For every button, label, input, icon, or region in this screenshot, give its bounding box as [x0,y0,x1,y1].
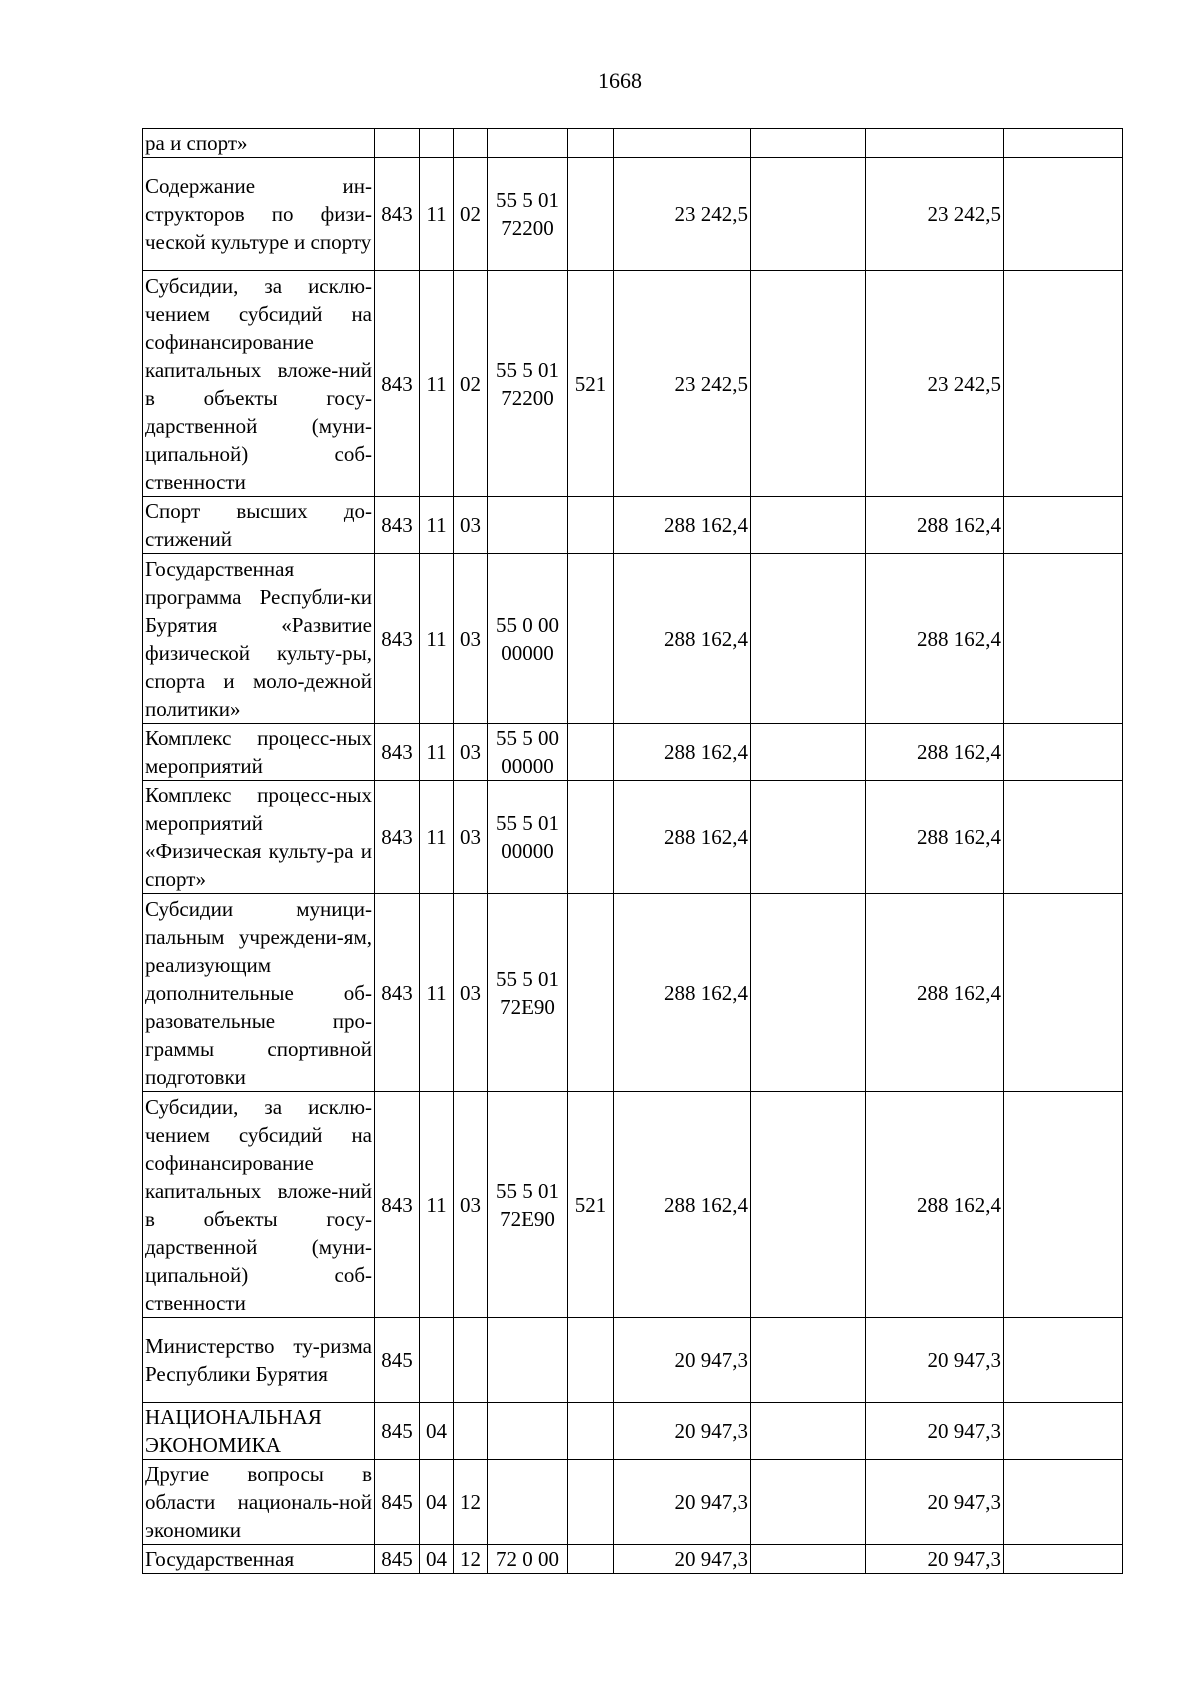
row-grbs-cell: 845 [375,1545,420,1574]
row-subsection-cell: 02 [454,158,488,271]
row-sum-cell [751,894,866,1092]
row-target-article-cell: 55 5 01 72E90 [488,1092,568,1318]
row-section-cell [420,1318,454,1403]
row-section-cell: 11 [420,158,454,271]
row-grbs-cell: 843 [375,724,420,781]
row-grbs-cell: 843 [375,271,420,497]
row-grbs-cell: 843 [375,894,420,1092]
row-grbs-cell: 845 [375,1460,420,1545]
row-grbs-cell: 845 [375,1403,420,1460]
row-section-cell [420,129,454,158]
row-sum-cell: 288 162,4 [614,497,751,554]
budget-table [142,128,1123,1574]
row-grbs-cell: 843 [375,554,420,724]
table-row [143,1403,1123,1460]
row-sum-cell [751,129,866,158]
table-row [143,781,1123,894]
row-sum-cell: 288 162,4 [866,497,1004,554]
row-section-cell: 04 [420,1545,454,1574]
row-section-cell: 04 [420,1460,454,1545]
row-sum-cell: 288 162,4 [614,554,751,724]
row-sum-cell: 288 162,4 [866,894,1004,1092]
row-name-cell: Министерство ту-ризма Республики Бурятия [143,1318,375,1403]
row-sum-cell [751,1318,866,1403]
row-sum-cell [1004,497,1123,554]
row-grbs-cell: 845 [375,1318,420,1403]
row-expense-type-cell [568,129,614,158]
row-section-cell: 11 [420,1092,454,1318]
row-sum-cell [751,1403,866,1460]
row-expense-type-cell [568,781,614,894]
row-target-article-cell: 55 5 01 72200 [488,271,568,497]
row-sum-cell: 20 947,3 [614,1460,751,1545]
row-expense-type-cell [568,1545,614,1574]
row-target-article-cell: 72 0 00 [488,1545,568,1574]
row-expense-type-cell [568,1403,614,1460]
table-row [143,271,1123,497]
row-expense-type-cell [568,724,614,781]
row-sum-cell [1004,1460,1123,1545]
row-sum-cell [751,271,866,497]
row-sum-cell: 288 162,4 [614,724,751,781]
row-target-article-cell: 55 5 00 00000 [488,724,568,781]
row-expense-type-cell [568,894,614,1092]
row-sum-cell [1004,1092,1123,1318]
row-subsection-cell [454,129,488,158]
row-sum-cell: 23 242,5 [614,271,751,497]
row-sum-cell [1004,1403,1123,1460]
row-expense-type-cell [568,1460,614,1545]
row-sum-cell: 20 947,3 [614,1318,751,1403]
row-expense-type-cell: 521 [568,271,614,497]
row-subsection-cell: 03 [454,497,488,554]
row-name-cell: Комплекс процесс-ных мероприятий «Физическая культу-ра и спорт» [143,781,375,894]
row-sum-cell: 288 162,4 [614,894,751,1092]
row-sum-cell [1004,781,1123,894]
row-sum-cell [1004,129,1123,158]
row-section-cell: 11 [420,497,454,554]
row-expense-type-cell [568,554,614,724]
row-target-article-cell: 55 5 01 72E90 [488,894,568,1092]
row-sum-cell [751,158,866,271]
row-expense-type-cell [568,497,614,554]
row-grbs-cell [375,129,420,158]
table-row [143,1318,1123,1403]
table-row [143,129,1123,158]
row-sum-cell: 288 162,4 [866,781,1004,894]
row-target-article-cell: 55 5 01 72200 [488,158,568,271]
row-grbs-cell: 843 [375,1092,420,1318]
row-section-cell: 11 [420,271,454,497]
row-sum-cell: 20 947,3 [866,1318,1004,1403]
row-name-cell: НАЦИОНАЛЬНАЯ ЭКОНОМИКА [143,1403,375,1460]
row-expense-type-cell [568,158,614,271]
row-sum-cell: 20 947,3 [866,1460,1004,1545]
table-row [143,554,1123,724]
row-sum-cell [1004,158,1123,271]
table-row [143,497,1123,554]
row-subsection-cell: 03 [454,894,488,1092]
row-sum-cell [1004,1545,1123,1574]
row-sum-cell [1004,554,1123,724]
row-sum-cell: 23 242,5 [614,158,751,271]
row-expense-type-cell: 521 [568,1092,614,1318]
row-subsection-cell: 12 [454,1460,488,1545]
row-target-article-cell [488,1460,568,1545]
row-name-cell: Государственная [143,1545,375,1574]
row-subsection-cell: 12 [454,1545,488,1574]
page-number: 1668 [598,68,642,93]
row-section-cell: 11 [420,554,454,724]
row-target-article-cell [488,1403,568,1460]
row-sum-cell: 288 162,4 [866,724,1004,781]
row-section-cell: 11 [420,724,454,781]
table-row [143,1545,1123,1574]
row-name-cell: Государственная программа Республи-ки Бурятия «Развитие физической культу-ры, спорта и моло-дежной политики» [143,554,375,724]
table-row [143,1460,1123,1545]
row-name-cell: Субсидии, за исклю-чением субсидий на софинансирование капитальных вложе-ний в объекты госу-дарственной (муни-ципальной) соб-ственности [143,271,375,497]
row-name-cell: Спорт высших до-стижений [143,497,375,554]
row-target-article-cell [488,497,568,554]
row-sum-cell [614,129,751,158]
row-sum-cell [751,554,866,724]
row-name-cell: Субсидии муници-пальным учреждени-ям, реализующим дополнительные об-разовательные про-граммы спортивной подготовки [143,894,375,1092]
row-sum-cell [1004,724,1123,781]
row-subsection-cell [454,1403,488,1460]
row-sum-cell [751,1092,866,1318]
row-sum-cell: 23 242,5 [866,158,1004,271]
row-section-cell: 11 [420,894,454,1092]
row-sum-cell: 20 947,3 [614,1545,751,1574]
table-row [143,158,1123,271]
row-sum-cell: 288 162,4 [614,1092,751,1318]
row-sum-cell [751,497,866,554]
row-subsection-cell: 03 [454,724,488,781]
row-name-cell: Другие вопросы в области националь-ной экономики [143,1460,375,1545]
row-sum-cell [751,1545,866,1574]
row-subsection-cell [454,1318,488,1403]
row-sum-cell [866,129,1004,158]
row-name-cell: Субсидии, за исклю-чением субсидий на софинансирование капитальных вложе-ний в объекты госу-дарственной (муни-ципальной) соб-ственности [143,1092,375,1318]
row-grbs-cell: 843 [375,781,420,894]
row-subsection-cell: 03 [454,1092,488,1318]
row-name-cell: ра и спорт» [143,129,375,158]
row-sum-cell: 20 947,3 [866,1545,1004,1574]
row-sum-cell: 20 947,3 [866,1403,1004,1460]
row-subsection-cell: 02 [454,271,488,497]
row-target-article-cell [488,129,568,158]
row-name-cell: Комплекс процесс-ных мероприятий [143,724,375,781]
row-sum-cell [1004,894,1123,1092]
row-subsection-cell: 03 [454,781,488,894]
row-sum-cell [751,781,866,894]
table-row [143,1092,1123,1318]
table-row [143,894,1123,1092]
table-row [143,724,1123,781]
row-name-cell: Содержание ин-структоров по физи-ческой культуре и спорту [143,158,375,271]
row-sum-cell [751,1460,866,1545]
row-section-cell: 11 [420,781,454,894]
row-subsection-cell: 03 [454,554,488,724]
row-sum-cell: 288 162,4 [866,554,1004,724]
row-sum-cell [751,724,866,781]
row-target-article-cell: 55 5 01 00000 [488,781,568,894]
row-grbs-cell: 843 [375,497,420,554]
row-grbs-cell: 843 [375,158,420,271]
row-sum-cell [1004,1318,1123,1403]
row-target-article-cell: 55 0 00 00000 [488,554,568,724]
row-sum-cell: 288 162,4 [614,781,751,894]
row-section-cell: 04 [420,1403,454,1460]
row-expense-type-cell [568,1318,614,1403]
row-sum-cell [1004,271,1123,497]
row-sum-cell: 288 162,4 [866,1092,1004,1318]
row-target-article-cell [488,1318,568,1403]
row-sum-cell: 23 242,5 [866,271,1004,497]
row-sum-cell: 20 947,3 [614,1403,751,1460]
